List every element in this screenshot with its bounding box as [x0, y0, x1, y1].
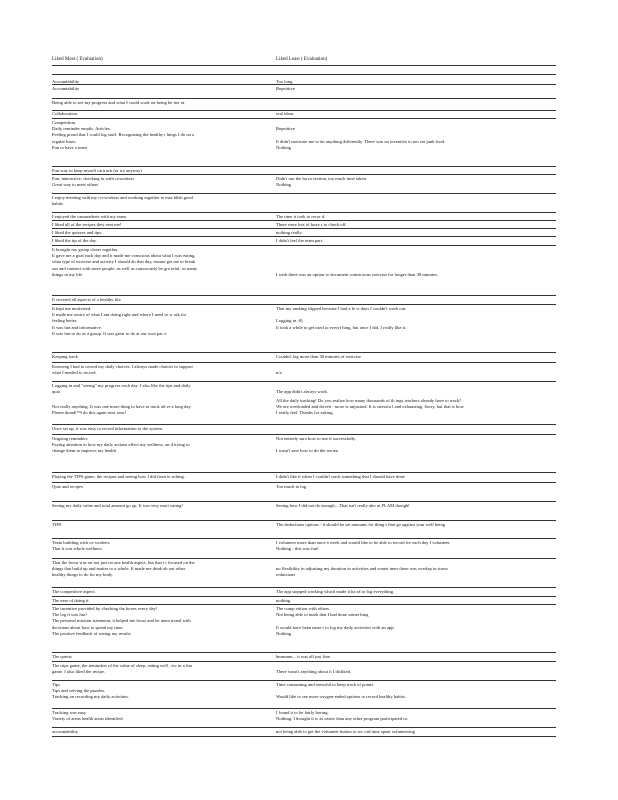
liked-most-response: It was fun to do as a group. It was great to do at our own pac e — [52, 330, 167, 336]
liked-most-response: feeling better. — [52, 318, 78, 324]
liked-most-response: It covered all aspects of a healthy life — [52, 297, 121, 302]
row-divider — [52, 652, 556, 653]
row-divider — [52, 166, 556, 167]
liked-most-response: I liked all of the recipes they sent me! — [52, 222, 122, 227]
liked-most-response: Playing the TIPS game, the recipes and seeing how I did from te aching. — [52, 474, 185, 479]
row-divider — [52, 352, 556, 353]
liked-most-response: I liked the quizzes and tips. — [52, 230, 103, 235]
liked-most-response: The quests — [52, 654, 72, 659]
liked-most-response: out and connect with more people, as well as consciously be gra teful, so many — [52, 265, 198, 271]
row-divider — [52, 727, 556, 728]
liked-least-response: Not entirely sure how to use it successfully. — [276, 436, 357, 441]
row-divider — [52, 587, 556, 588]
row-divider — [52, 680, 556, 681]
liked-least-response: The deductions options - it should be set amounts for thing s that go against your well being — [276, 522, 446, 527]
liked-least-response: Didn't use the bu m section, too much time taken. — [276, 176, 368, 181]
row-divider — [52, 736, 556, 737]
liked-most-response: Variety of areas health areas identified — [52, 716, 123, 722]
liked-most-response: Great way to meet others — [52, 182, 99, 188]
liked-least-response: That my ranking slipped because I had a fe w days I couldn't work out. — [276, 306, 407, 311]
liked-least-response: n/a — [276, 370, 282, 376]
liked-most-response: things in my life — [52, 271, 83, 277]
liked-most-response: Fun, interactive, checking in with coworkers — [52, 176, 135, 181]
liked-most-response: The log it was fun! — [52, 612, 87, 618]
liked-most-response: accountability — [52, 729, 79, 734]
liked-most-response: quiz. — [52, 389, 62, 395]
liked-least-response: not being able to get the volunteer button to rec ord time spent volunteering — [276, 729, 415, 734]
row-divider — [52, 212, 556, 213]
liked-most-response: Seeing my daily value and total amount go up. It was very moti vating! — [52, 503, 183, 508]
row-divider — [52, 362, 556, 363]
row-divider — [52, 228, 556, 229]
liked-most-response: change them to improve my health — [52, 448, 116, 454]
liked-least-response: Logging in :0) — [276, 318, 303, 324]
liked-most-response: Team building with co-workers — [52, 540, 110, 545]
liked-most-response: It made me aware of what I am doing right and where I need to w ork for — [52, 312, 187, 318]
liked-least-response: All the daily tracking! Do you realize how many thousands of th ings teachers already have to track? — [276, 398, 462, 403]
liked-most-response: Once set up, it was easy to record information to the system. — [52, 426, 164, 431]
liked-least-response: Repetitive — [276, 126, 295, 132]
liked-least-response: no flexibility in adjusting my duration in activities and somet imes there was overlap in stress — [276, 566, 448, 572]
liked-most-response: The trips game, the reminders of the value of sleep, eating well , etc in a fun — [52, 663, 192, 668]
liked-most-response: I liked the tip of the day. — [52, 238, 97, 243]
liked-most-response: Keeping track — [52, 354, 78, 359]
row-divider — [52, 193, 556, 194]
liked-most-response: It brought my group closer together. — [52, 247, 119, 252]
liked-most-response: I enjoyed the camaraderie with my team. — [52, 214, 128, 219]
liked-most-response: That it was whole wellness — [52, 546, 102, 552]
liked-most-response: I enjoy meeting with my co-workers and working together to esta blish good — [52, 195, 193, 200]
row-divider — [52, 424, 556, 425]
liked-most-response: Logging in and "seeing" my progress each day. I also like the tips and daily — [52, 383, 191, 388]
liked-most-response: decisions about how to spend my time. — [52, 624, 124, 630]
liked-most-response: game. I also liked the recipe. — [52, 669, 105, 675]
liked-most-response: Competition — [52, 120, 75, 125]
row-divider — [52, 236, 556, 237]
liked-most-response: Fun way to keep myself on track (or try anyway) — [52, 168, 142, 173]
liked-least-response: There were lots of boxe s to check off. — [276, 222, 347, 227]
liked-most-response: Ongoing reminders — [52, 436, 88, 441]
liked-most-response: Daily reminder emails. Articles. — [52, 126, 111, 132]
liked-most-response: Tips — [52, 682, 61, 687]
liked-least-response: I wasn't sure how to do the tea ms — [276, 448, 339, 454]
liked-least-response: It didn't motivate me to do anything differently. There was no incentive to not eat junk food. — [276, 138, 446, 144]
row-divider — [52, 501, 556, 502]
liked-most-response: Tips and solving the puzzles. — [52, 688, 106, 694]
liked-most-response: It gave me a goal each day and it made me conscious about what I was eating, — [52, 253, 196, 259]
liked-least-response: Too much to log — [276, 484, 307, 489]
liked-least-response: Nothing — [276, 630, 292, 636]
liked-least-response: The comp etition with others — [276, 606, 330, 611]
liked-least-response: Too long — [276, 79, 293, 84]
liked-least-response: We are overloaded and driven - more is unjustied. It is stressfu l and exhausting. Sorry, but that is how — [276, 404, 464, 410]
liked-most-response: That the focus was on not just on one health aspect, but that i t focused on the — [52, 560, 195, 565]
header-liked-least: Liked Least ( Evaluation) — [276, 57, 328, 62]
row-divider — [52, 558, 556, 559]
row-divider — [52, 381, 556, 382]
liked-least-response: nothing really. — [276, 230, 303, 235]
row-divider — [52, 604, 556, 605]
row-divider — [52, 110, 556, 111]
liked-most-response: Please dona€™t do this again next year! — [52, 410, 127, 416]
liked-most-response: Tracking on recording my daily activities. — [52, 694, 130, 700]
liked-least-response: The app stopped working which made it ha rd to log everything. — [276, 589, 395, 594]
row-divider — [52, 84, 556, 85]
liked-most-response: The ease of doing it. — [52, 598, 90, 603]
liked-most-response: It was fun and informative. — [52, 324, 102, 330]
liked-least-response: Repetitive — [276, 86, 295, 91]
row-divider — [52, 482, 556, 483]
liked-least-response: There wasn't anything about it I disliked. — [276, 669, 352, 675]
liked-most-response: Not really anything. It was one more thing to have to track aft er a long day. — [52, 404, 192, 410]
liked-most-response: The positive feedback of seeing my results — [52, 630, 131, 636]
liked-most-response: The incentive provided by checking the boxes every day! — [52, 606, 158, 611]
liked-most-response: Accountability — [52, 86, 80, 91]
liked-least-response: Nothing, I thought it w as easier than any other program participated in. — [276, 716, 408, 722]
liked-most-response: Fun to have a team — [52, 144, 87, 150]
row-divider — [52, 472, 556, 473]
row-divider — [52, 295, 556, 296]
row-divider — [52, 174, 556, 175]
liked-least-response: I found it to be fairly boring. — [276, 710, 329, 715]
liked-least-response: hmmmm... it was all just fine. — [276, 654, 331, 659]
liked-least-response: Time consuming and stressful to keep track of points — [276, 682, 374, 687]
liked-most-response: The personal mission statement, it helped me focus and be inten tional with — [52, 618, 191, 624]
liked-most-response: Knowing I had to record my daily choices, I always made choices to support — [52, 364, 193, 369]
liked-least-response: Seeing how I did not do enough... That isn't really abo ut FLAM though! — [276, 503, 410, 508]
liked-most-response: what type of exercise and activity I should do that day, ensure get me to break — [52, 259, 196, 265]
liked-least-response: reductions — [276, 572, 296, 578]
row-divider — [52, 74, 556, 75]
liked-least-response: Would like to see more oxygen-ended options to record healthy habits. — [276, 694, 406, 700]
header-rule — [52, 65, 556, 66]
liked-least-response: Not being able to mark that I had done somet hing — [276, 612, 369, 618]
liked-least-response: Couldn't log more than 30 minutes of exercise — [276, 354, 361, 359]
liked-least-response: I didn't feel the team part. — [276, 238, 324, 243]
liked-most-response: It kept me motivated. — [52, 306, 92, 311]
liked-least-response: I really feel. Thanks for asking. — [276, 410, 334, 416]
liked-most-response: Accountability — [52, 79, 80, 84]
row-divider — [52, 245, 556, 246]
liked-least-response: Nothing — [276, 182, 292, 188]
liked-most-response: Tracking was easy — [52, 710, 87, 715]
liked-least-response: It would have been easie r to log my daily activities with an app. — [276, 624, 395, 630]
liked-least-response: Nothing — [276, 144, 292, 150]
liked-most-response: Collaboration — [52, 111, 78, 116]
row-divider — [52, 596, 556, 597]
row-divider — [52, 304, 556, 305]
row-divider — [52, 520, 556, 521]
row-divider — [52, 661, 556, 662]
liked-least-response: nothing — [276, 598, 291, 603]
liked-most-response: TIPS — [52, 522, 62, 527]
liked-most-response: what I needed to record. — [52, 370, 97, 376]
liked-least-response: Nothing - this was fun! — [276, 546, 319, 552]
liked-least-response: I wish there was an option to document contin uous exercise for longer than 30 minutes. — [276, 271, 439, 277]
liked-least-response: real ideas — [276, 111, 294, 116]
liked-least-response: The app didn't always work. — [276, 389, 328, 395]
liked-most-response: Being able to see my progress and what I could work on being be tter at. — [52, 100, 186, 105]
liked-most-response: Paying attention to how my daily actions affect my wellness, an d trying to — [52, 442, 190, 448]
header-liked-most: Liked Most ( Evaluation) — [52, 57, 103, 62]
liked-most-response: regular basis. — [52, 138, 77, 144]
row-divider — [52, 220, 556, 221]
liked-most-response: The competitive aspect. — [52, 589, 96, 594]
liked-most-response: healthy things to do for my body. — [52, 572, 114, 578]
liked-least-response: The time it took to recor d. — [276, 214, 326, 219]
liked-least-response: I didn't like it when I couldn't track something that I should have done — [276, 474, 405, 479]
row-divider — [52, 98, 556, 99]
liked-most-response: things that build up and matter to a whole. It made me think ab out other — [52, 566, 186, 572]
liked-most-response: Feeling proud that I could log stuff. Recognizing the healthy t hings I do on a — [52, 132, 195, 138]
liked-most-response: habits — [52, 201, 63, 207]
liked-least-response: I volunteer more than once a week and would like to be able to record for each day I volunteer. — [276, 540, 451, 545]
liked-least-response: It took a while to get used to everyt hing, but once I did, I really like it. — [276, 324, 407, 330]
liked-most-response: Quiz and recipes — [52, 484, 83, 489]
row-divider — [52, 434, 556, 435]
row-divider — [52, 538, 556, 539]
row-divider — [52, 708, 556, 709]
row-divider — [52, 118, 556, 119]
